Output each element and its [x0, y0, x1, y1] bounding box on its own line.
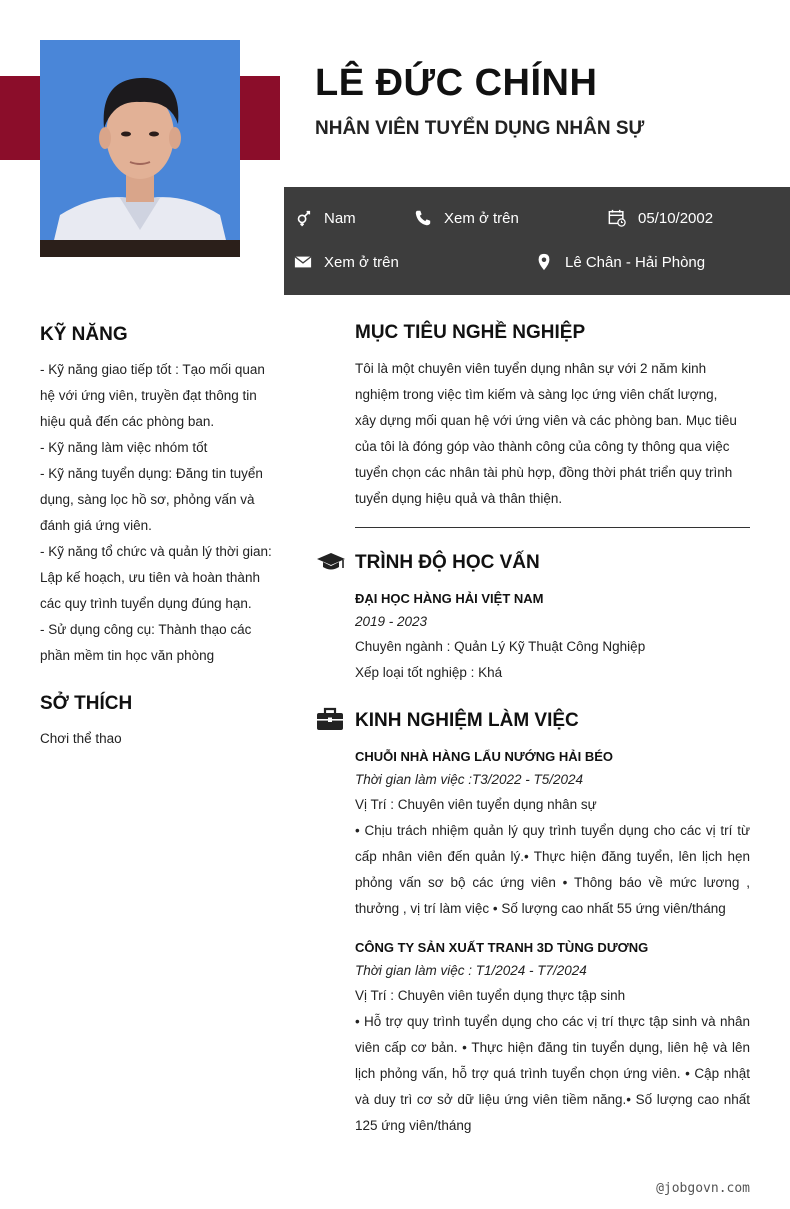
objective-line: tuyển chọn các nhân tài phù hợp, đồng thời phát triển quy trình — [355, 465, 733, 480]
skill-line: - Kỹ năng giao tiếp tốt : Tạo mối quan — [40, 362, 265, 377]
education-major: Chuyên ngành : Quản Lý Kỹ Thuật Công Nghiệp — [355, 639, 646, 654]
phone-icon — [412, 207, 434, 229]
objective-text — [355, 356, 755, 512]
hobbies-text: Chơi thể thao — [40, 731, 122, 746]
education-school: ĐẠI HỌC HÀNG HẢI VIỆT NAM — [355, 591, 544, 606]
skills-list — [40, 357, 285, 669]
address-item — [533, 251, 705, 273]
objective-line: tuyển dụng hiệu quả và thân thiện. — [355, 491, 563, 506]
objective-line: Tôi là một chuyên viên tuyển dụng nhân sự với 2 năm kinh — [355, 361, 707, 376]
objective-line: của tôi là đóng góp vào thành công của công ty thông qua việc — [355, 439, 730, 454]
profile-photo — [40, 40, 240, 257]
accent-bar-right — [240, 76, 280, 160]
accent-bar-left — [0, 76, 40, 160]
skill-line: đánh giá ứng viên. — [40, 518, 152, 533]
skill-line: hiệu quả đến các phòng ban. — [40, 414, 215, 429]
skill-line: - Kỹ năng làm việc nhóm tốt — [40, 440, 208, 455]
email-icon — [292, 251, 314, 273]
objective-line: nghiệm trong việc tìm kiếm và sàng lọc ứng viên chất lượng, — [355, 387, 718, 402]
gender-item — [292, 207, 356, 229]
hobbies-title: SỞ THÍCH — [40, 693, 133, 714]
job-company: CÔNG TY SẢN XUẤT TRANH 3D TÙNG DƯƠNG — [355, 940, 649, 955]
skill-line: hệ với ứng viên, truyền đạt thông tin — [40, 388, 257, 403]
dob-item — [606, 207, 713, 229]
calendar-icon — [606, 207, 628, 229]
experience-title: KINH NGHIỆM LÀM VIỆC — [355, 710, 579, 731]
gender-value: Nam — [324, 209, 356, 227]
skill-line: phần mềm tin học văn phòng — [40, 648, 215, 663]
skills-title: KỸ NĂNG — [40, 324, 128, 345]
skill-line: - Kỹ năng tổ chức và quản lý thời gian: — [40, 544, 272, 559]
job-period: Thời gian làm việc : T1/2024 - T7/2024 — [355, 963, 587, 978]
section-divider — [355, 527, 750, 528]
skill-line: Lập kế hoạch, ưu tiên và hoàn thành — [40, 570, 260, 585]
dob-value: 05/10/2002 — [638, 209, 714, 227]
skill-line: các quy trình tuyển dụng đúng hạn. — [40, 596, 252, 611]
education-period: 2019 - 2023 — [355, 614, 428, 629]
candidate-name: LÊ ĐỨC CHÍNH — [315, 62, 598, 104]
location-pin-icon — [533, 251, 555, 273]
email-item — [292, 251, 399, 273]
watermark: @jobgovn.com — [656, 1181, 750, 1196]
skill-line: - Kỹ năng tuyển dụng: Đăng tin tuyển — [40, 466, 263, 481]
job-description: • Chịu trách nhiệm quản lý quy trình tuyển dụng cho các vị trí từ cấp nhân viên đến quản lý.• Thực hiện đăng tuyển, lên lịch hẹn phỏng vấn sơ bộ các ứng viên • Thông báo về mức lương , thưởng , vị trí làm việc • Số lượng cao nhất 55 ứng viên/tháng — [355, 823, 750, 916]
objective-line: xây dựng mối quan hệ với ứng viên và các phòng ban. Mục tiêu — [355, 413, 737, 428]
education-grade: Xếp loại tốt nghiệp : Khá — [355, 665, 503, 680]
job-company: CHUỖI NHÀ HÀNG LẨU NƯỚNG HẢI BÉO — [355, 749, 614, 764]
phone-value: Xem ở trên — [444, 209, 519, 227]
job-position: Vị Trí : Chuyên viên tuyển dụng thực tập sinh — [355, 988, 626, 1003]
skill-line: - Sử dụng công cụ: Thành thạo các — [40, 622, 252, 637]
job-position: Vị Trí : Chuyên viên tuyển dụng nhân sự — [355, 797, 597, 812]
job-title: NHÂN VIÊN TUYỂN DỤNG NHÂN SỰ — [315, 118, 645, 139]
education-title: TRÌNH ĐỘ HỌC VẤN — [355, 552, 540, 573]
address-value: Lê Chân - Hải Phòng — [565, 253, 706, 271]
job-period: Thời gian làm việc :T3/2022 - T5/2024 — [355, 772, 584, 787]
email-value: Xem ở trên — [324, 253, 399, 271]
graduation-cap-icon — [316, 550, 346, 576]
job-description: • Hỗ trợ quy trình tuyển dụng cho các vị trí thực tập sinh và nhân viên cấp cơ bản. • Thực hiện đăng tin tuyển dụng, liên hệ và lên lịch phỏng vấn, hỗ trợ quá trình tuyển chọn ứng viên. • Cập nhật và duy trì cơ sở dữ liệu ứng viên tiềm năng.• Số lượng cao nhất 125 ứng viên/tháng — [355, 1014, 750, 1133]
objective-title: MỤC TIÊU NGHỀ NGHIỆP — [355, 322, 586, 343]
skill-line: dụng, sàng lọc hồ sơ, phỏng vấn và — [40, 492, 255, 507]
briefcase-icon — [316, 706, 346, 732]
phone-item — [412, 207, 519, 229]
gender-icon — [292, 207, 314, 229]
contact-info-box — [284, 187, 790, 295]
